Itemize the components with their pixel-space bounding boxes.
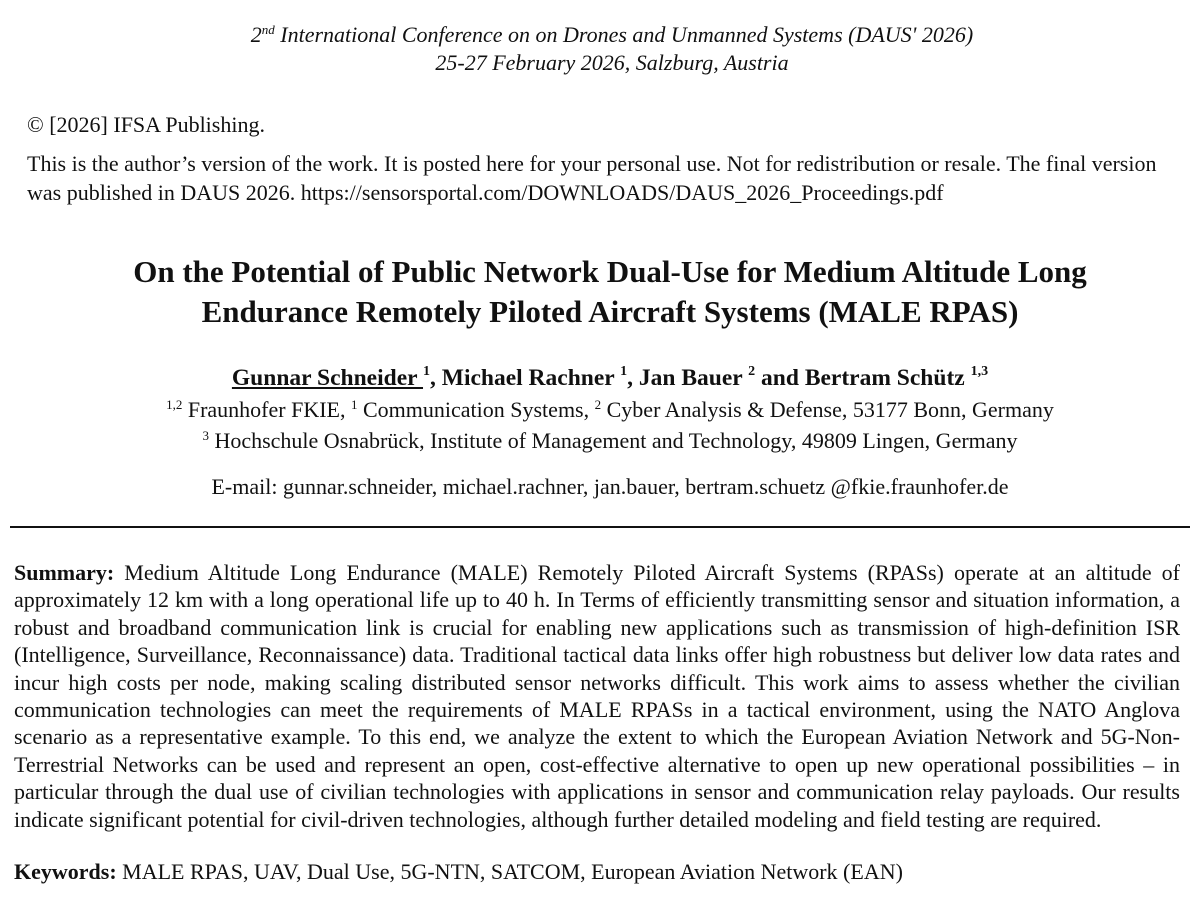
author-version-notice: This is the author’s version of the work. It is posted here for your personal use. Not for redistribution or resale. The final version was published in DAUS 2026. https://sensorsportal.com/DOWNLOADS/DAUS_2026_Proceedings.pdf (27, 151, 1157, 205)
affiliation-mark: 1,2 (166, 397, 183, 412)
author-name: Gunnar Schneider (231, 365, 424, 391)
author-name: Jan Bauer (638, 365, 749, 391)
keywords-label: Keywords: (14, 859, 117, 884)
author-name: Bertram Schütz (804, 365, 971, 391)
conference-title: International Conference on on Drones and Unmanned Systems (DAUS' 2026) (274, 22, 974, 47)
conference-dates-location: 25-27 February 2026, Salzburg, Austria (435, 50, 789, 75)
abstract-summary (14, 559, 1180, 833)
conference-name (24, 22, 1200, 48)
author-separator: , (430, 365, 442, 391)
author-affiliation-mark: 1,3 (970, 364, 989, 379)
paper-title-line-2: Endurance Remotely Piloted Aircraft Systems (MALE RPAS) (201, 294, 1019, 329)
paper-title-line-1: On the Potential of Public Network Dual-Use for Medium Altitude Long (133, 254, 1087, 289)
author-affiliation-mark: 2 (748, 364, 756, 379)
copyright-notice: © [2026] IFSA Publishing. (27, 112, 265, 137)
paper-title (20, 252, 1200, 332)
conference-ordinal-suffix: nd (261, 22, 275, 37)
author-separator: , (627, 365, 639, 391)
author-name: Michael Rachner (441, 365, 621, 391)
keywords (14, 858, 1180, 885)
affiliation-line-2 (0, 427, 1200, 455)
summary-text: Medium Altitude Long Endurance (MALE) Remotely Piloted Aircraft Systems (RPASs) operate at an altitude of approximately 12 km with a long operational life up to 40 h. In Terms of efficiently transmitting sensor and situation information, a robust and broadband communication link is crucial for enabling new applications such as transmission of high-definition ISR (Intelligence, Surveillance, Reconnaissance) data. Traditional tactical data links offer high robustness but deliver low data rates and incur high costs per node, making scaling distributed sensor networks difficult. This work aims to assess whether the civilian communication technologies can meet the requirements of MALE RPASs in a tactical environment, using the NATO Anglova scenario as a representative example. To this end, we analyze the extent to which the European Aviation Network and 5G-Non-Terrestrial Networks can be used and represent an open, cost-effective alternative to open up new operational possibilities – in particular through the dual use of civilian technologies with applications in sensor and communication relay payloads. Our results indicate significant potential for civil-driven technologies, although further detailed modeling and field testing are required. (14, 560, 1180, 832)
author-affiliation-mark: 1 (620, 364, 628, 379)
affiliation-text: Communication Systems, (357, 397, 595, 422)
conference-ordinal: 2 (250, 22, 262, 47)
summary-label: Summary: (14, 560, 115, 585)
author-separator: and (755, 365, 805, 391)
author-list (0, 363, 1200, 393)
author-emails: E-mail: gunnar.schneider, michael.rachner, jan.bauer, bertram.schuetz @fkie.fraunhofer.de (211, 474, 1009, 499)
affiliation-mark: 3 (202, 428, 209, 443)
section-divider (10, 526, 1190, 528)
keywords-text: MALE RPAS, UAV, Dual Use, 5G-NTN, SATCOM, European Aviation Network (EAN) (116, 859, 903, 884)
affiliation-line-1 (0, 396, 1200, 424)
affiliation-mark: 2 (594, 397, 602, 412)
affiliation-mark: 1 (351, 397, 358, 412)
affiliation-text: Hochschule Osnabrück, Institute of Management and Technology, 49809 Lingen, Germany (208, 428, 1018, 453)
affiliation-text: Fraunhofer FKIE, (182, 397, 351, 422)
author-affiliation-mark: 1 (423, 364, 431, 379)
affiliation-text: Cyber Analysis & Defense, 53177 Bonn, Germany (601, 397, 1054, 422)
